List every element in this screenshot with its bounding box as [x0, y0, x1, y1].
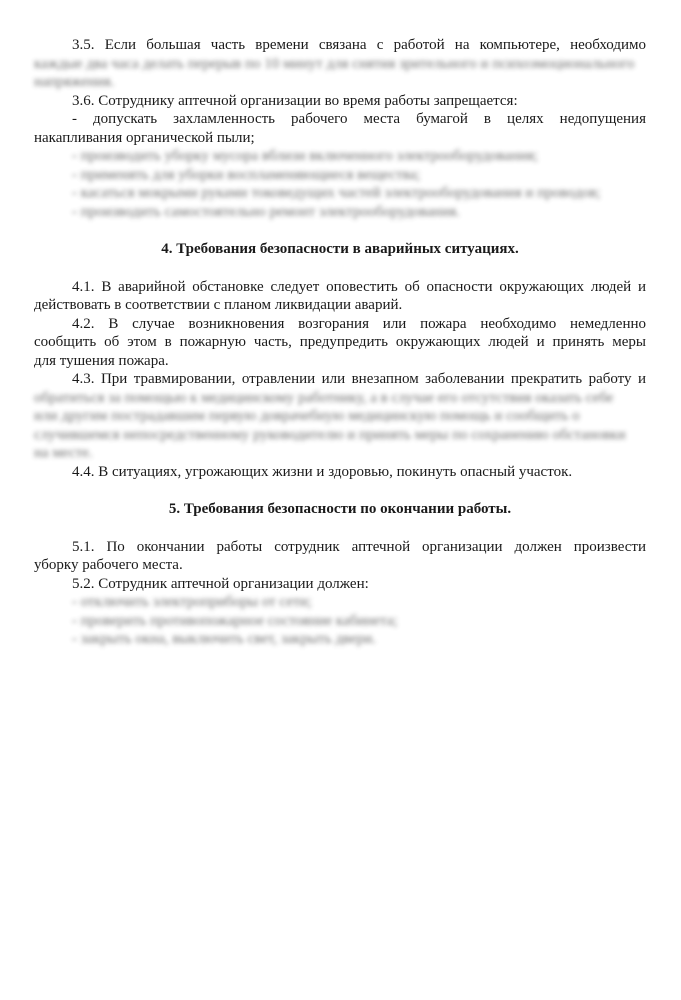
paragraph-5-1-cont: уборку рабочего места.: [34, 557, 183, 573]
paragraph-4-1-cont: действовать в соответствии с планом ликвидации аварий.: [34, 297, 403, 313]
paragraph-5-1: 5.1. По окончании работы сотрудник аптечной организации должен произвести: [72, 538, 646, 555]
section-4-heading: 4. Требования безопасности в аварийных ситуациях.: [161, 241, 519, 257]
blurred-line: или другим пострадавшим первую доврачебную медицинскую помощь и сообщить о: [34, 408, 580, 424]
section-5-heading: 5. Требования безопасности по окончании работы.: [168, 501, 512, 517]
paragraph-3-6-intro: 3.6. Сотруднику аптечной организации во время работы запрещается:: [72, 92, 518, 109]
paragraph-4-3: 4.3. При травмировании, отравлении или внезапном заболевании прекратить работу и: [72, 371, 646, 387]
paragraph-4-2-end: для тушения пожара.: [34, 352, 169, 369]
blurred-line: - производить уборку мусора вблизи включенного электрооборудования;: [72, 148, 538, 164]
paragraph-4-4: 4.4. В ситуациях, угрожающих жизни и здоровью, покинуть опасный участок.: [72, 463, 573, 480]
paragraph-3-5: 3.5. Если большая часть времени связана с работой на компьютере, необходимо: [72, 37, 646, 53]
blurred-line: напряжения.: [34, 74, 115, 90]
blurred-line: на месте.: [34, 445, 93, 461]
blurred-list-5-2: [34, 593, 646, 649]
paragraph-3-6-item1-cont: накапливания органической пыли;: [34, 129, 255, 146]
paragraph-4-1: 4.1. В аварийной обстановке следует оповестить об опасности окружающих людей и: [72, 278, 646, 295]
blurred-line: каждые два часа делать перерыв по 10 минут для снятия зрительного и психоэмоционального: [34, 55, 635, 72]
blurred-text-3-5: [34, 55, 646, 92]
blurred-line: - проверить противопожарное состояние кабинета;: [72, 612, 398, 629]
blurred-text-4-3: [34, 389, 646, 463]
paragraph-3-6-item1: - допускать захламленность рабочего места бумагой в целях недопущения: [72, 111, 646, 127]
blurred-line: - касаться мокрыми руками токоведущих частей электрооборудования и проводов;: [72, 185, 601, 201]
document-body: [34, 36, 646, 649]
blurred-list-3-6: [34, 147, 646, 221]
paragraph-4-2-cont: сообщить об этом в пожарную часть, предупредить окружающих людей и принять меры: [34, 334, 646, 350]
blurred-line: случившемся непосредственному руководителю и принять меры по сохранению обстановки: [34, 426, 626, 443]
blurred-line: - применять для уборки воспламеняющиеся вещества;: [72, 166, 421, 183]
blurred-line: - отключить электроприборы от сети;: [72, 594, 312, 610]
blurred-line: - закрыть окна, выключить свет, закрыть двери.: [72, 631, 376, 647]
blurred-line: обратиться за помощью к медицинскому работнику, а в случае его отсутствия оказать себе: [34, 389, 614, 406]
paragraph-4-2: 4.2. В случае возникновения возгорания или пожара необходимо немедленно: [72, 315, 646, 332]
paragraph-5-2-intro: 5.2. Сотрудник аптечной организации должен:: [72, 575, 369, 592]
blurred-line: - производить самостоятельно ремонт электрооборудования.: [72, 203, 460, 220]
